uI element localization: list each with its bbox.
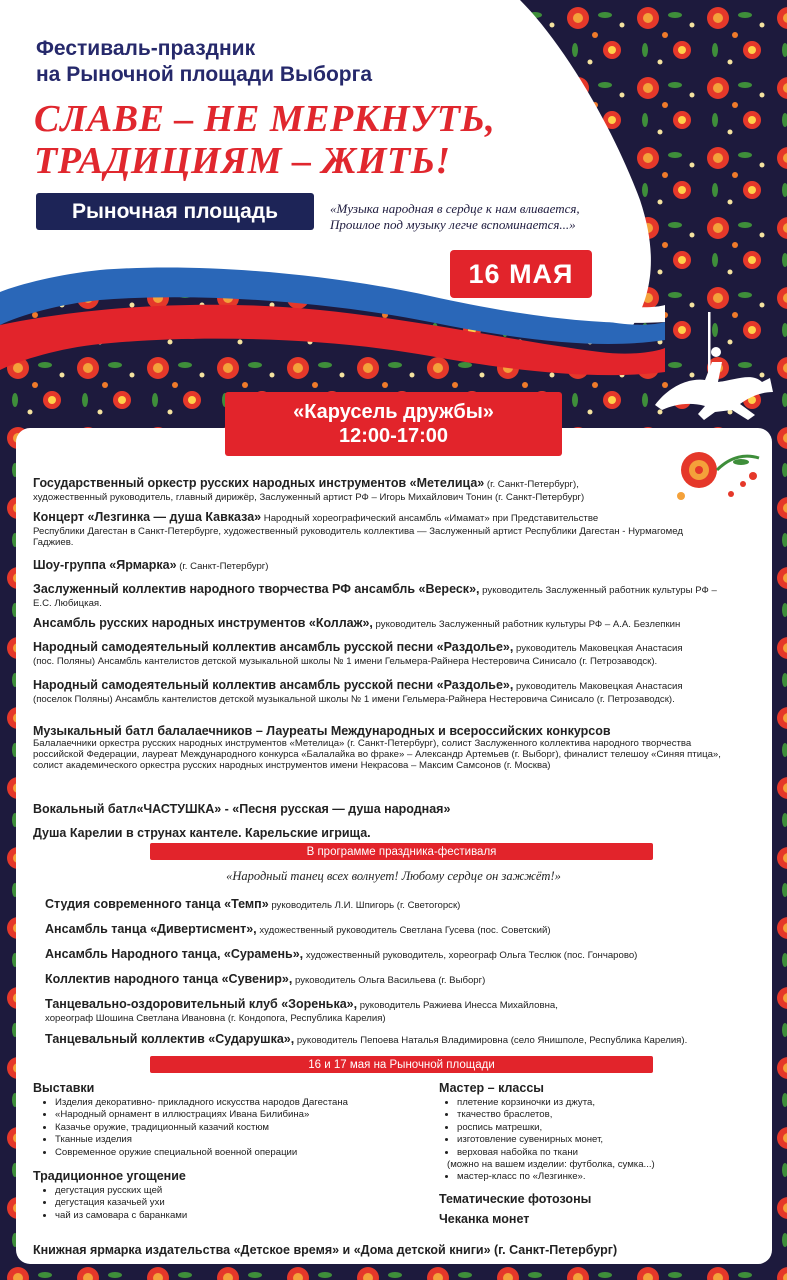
list-item: Народный самодеятельный коллектив ансамбль русской песни «Раздолье», руководитель Маковецкая Анастасия (поселок Поляны) Ансамбль кантелистов детской музыкальной школы № 1 имени Гельмера-Райнера Нестеровича Синисало (г. Петрозаводск). [33, 678, 683, 705]
header-quote [330, 201, 640, 233]
master-title: Мастер – классы [439, 1081, 544, 1095]
exhibitions-list [33, 1097, 433, 1159]
list-item: • изготовление сувенирных монет, [457, 1134, 759, 1146]
program-list [33, 474, 768, 846]
exhibitions-section [33, 1081, 433, 1222]
quote-line-2: Прошлое под музыку легче вспоминается...» [330, 217, 576, 232]
list-item: Танцевально-оздоровительный клуб «Зоренька», руководитель Ражиева Инесса Михайловна, хореограф Шошина Светлана Ивановна (г. Кондопога, Республика Карелия) [45, 997, 558, 1024]
food-title: Традиционное угощение [33, 1169, 186, 1184]
slogan-line-1: СЛАВЕ – НЕ МЕРКНУТЬ, [34, 98, 496, 140]
list-item: Ансамбль Народного танца, «Сурамень», художественный руководитель, хореограф Ольга Теслюк (пос. Гончарово) [45, 947, 638, 961]
title-line-2: на Рыночной площади Выборга [36, 63, 373, 86]
program-title: «Карусель дружбы» [293, 401, 494, 423]
list-item: • Казачье оружие, традиционный казачий костюм [55, 1122, 433, 1134]
page-title [36, 36, 456, 88]
list-item: • дегустация казачьей ухи [55, 1197, 433, 1209]
photo-zones: Тематические фотозоны [439, 1191, 592, 1206]
list-item: Народный самодеятельный коллектив ансамбль русской песни «Раздолье», руководитель Маковецкая Анастасия (пос. Поляны) Ансамбль кантелистов детской музыкальной школы № 1 имени Гельмера-Райнера Нестеровича Синисало (г. Петрозаводск). [33, 640, 683, 667]
list-item: Государственный оркестр русских народных инструментов «Метелица» (г. Санкт-Петербург), художественный руководитель, главный дирижёр, Заслуженный артист РФ – Игорь Михайлович Тонин (г. Санкт-Петербург) [33, 476, 585, 503]
list-item: Коллектив народного танца «Сувенир», руководитель Ольга Васильева (г. Выборг) [45, 972, 486, 986]
days-banner: 16 и 17 мая на Рыночной площади [150, 1056, 653, 1073]
list-item: • верховая набойка по ткани [457, 1147, 759, 1159]
place-badge: Рыночная площадь [36, 193, 314, 230]
program-time: 12:00-17:00 [339, 425, 448, 447]
title-line-1: Фестиваль-праздник [36, 37, 256, 60]
list-item: Студия современного танца «Темп» руководитель Л.И. Шпигорь (г. Светогорск) [45, 897, 461, 911]
master-section [439, 1081, 759, 1226]
list-item: Душа Карелии в струнах кантеле. Карельские игрища. [33, 826, 371, 840]
slogan [34, 98, 495, 182]
list-item: • ткачество браслетов, [457, 1109, 759, 1121]
date-badge: 16 МАЯ [450, 250, 592, 298]
list-item: • Тканные изделия [55, 1134, 433, 1146]
book-fair: Книжная ярмарка издательства «Детское время» и «Дома детской книги» (г. Санкт-Петербург) [33, 1243, 618, 1257]
list-item: Концерт «Лезгинка — душа Кавказа» Народный хореографический ансамбль «Имамат» при Представительстве Республики Дагестан в Санкт-Петербурге, художественный руководитель коллектива — Заслуженный артист Республики Дагестан - Нурмагомед Гаджиев. [33, 510, 683, 548]
list-item: Шоу-группа «Ярмарка» (г. Санкт-Петербург) [33, 558, 269, 572]
exhibitions-title: Выставки [33, 1081, 95, 1095]
food-list [33, 1185, 433, 1222]
list-item: Вокальный батл«ЧАСТУШКА» - «Песня русская — душа народная» [33, 802, 451, 816]
master-note: (можно на вашем изделии: футболка, сумка...) [447, 1159, 655, 1171]
list-item: • чай из самовара с баранками [55, 1210, 433, 1222]
list-item: • дегустация русских щей [55, 1185, 433, 1197]
master-list [439, 1097, 759, 1159]
list-item: Ансамбль танца «Дивертисмент», художественный руководитель Светлана Гусева (пос. Советский) [45, 922, 551, 936]
list-item: • роспись матрешки, [457, 1122, 759, 1134]
master-list-last [439, 1171, 759, 1183]
quote-line-1: «Музыка народная в сердце к нам вливается, [330, 201, 580, 216]
festival-quote: «Народный танец всех волнует! Любому сердце он зажжёт!» [226, 869, 561, 883]
list-item: • Современное оружие специальной военной операции [55, 1147, 433, 1159]
list-item: • «Народный орнамент в иллюстрациях Ивана Билибина» [55, 1109, 433, 1121]
list-item: Танцевальный коллектив «Сударушка», руководитель Пепоева Наталья Владимировна (село Янишполе, Республика Карелия). [45, 1032, 688, 1046]
list-item: Заслуженный коллектив народного творчества РФ ансамбль «Вереск», руководитель Заслуженный работник культуры РФ – Е.С. Любицкая. [33, 582, 717, 609]
program-title-badge [225, 392, 562, 456]
list-item: Музыкальный батл балалаечников – Лауреаты Международных и всероссийских конкурсов Балалаечники оркестра русских народных инструментов «Метелица» (г. Санкт-Петербург), солист Заслуженного коллектива народного творчества российской Федерации, лауреат Международного конкурса «Балалайка во фраке» – Александр Артемьев (г. Выборг), финалист телешоу «Синяя птица», солист академического оркестра русских народных инструментов имени Некрасова – Максим Самсонов (г. Москва) [33, 724, 721, 771]
coin-minting: Чеканка монет [439, 1211, 530, 1226]
list-item: • Изделия декоративно- прикладного искусства народов Дагестана [55, 1097, 433, 1109]
list-item: • мастер-класс по «Лезгинке». [457, 1171, 759, 1183]
list-item: • плетение корзиночки из джута, [457, 1097, 759, 1109]
festival-list [45, 895, 765, 1052]
slogan-line-2: ТРАДИЦИЯМ – ЖИТЬ! [34, 140, 451, 182]
list-item: Ансамбль русских народных инструментов «Коллаж», руководитель Заслуженный работник культуры РФ – А.А. Безлепкин [33, 616, 681, 630]
festival-banner: В программе праздника-фестиваля [150, 843, 653, 860]
